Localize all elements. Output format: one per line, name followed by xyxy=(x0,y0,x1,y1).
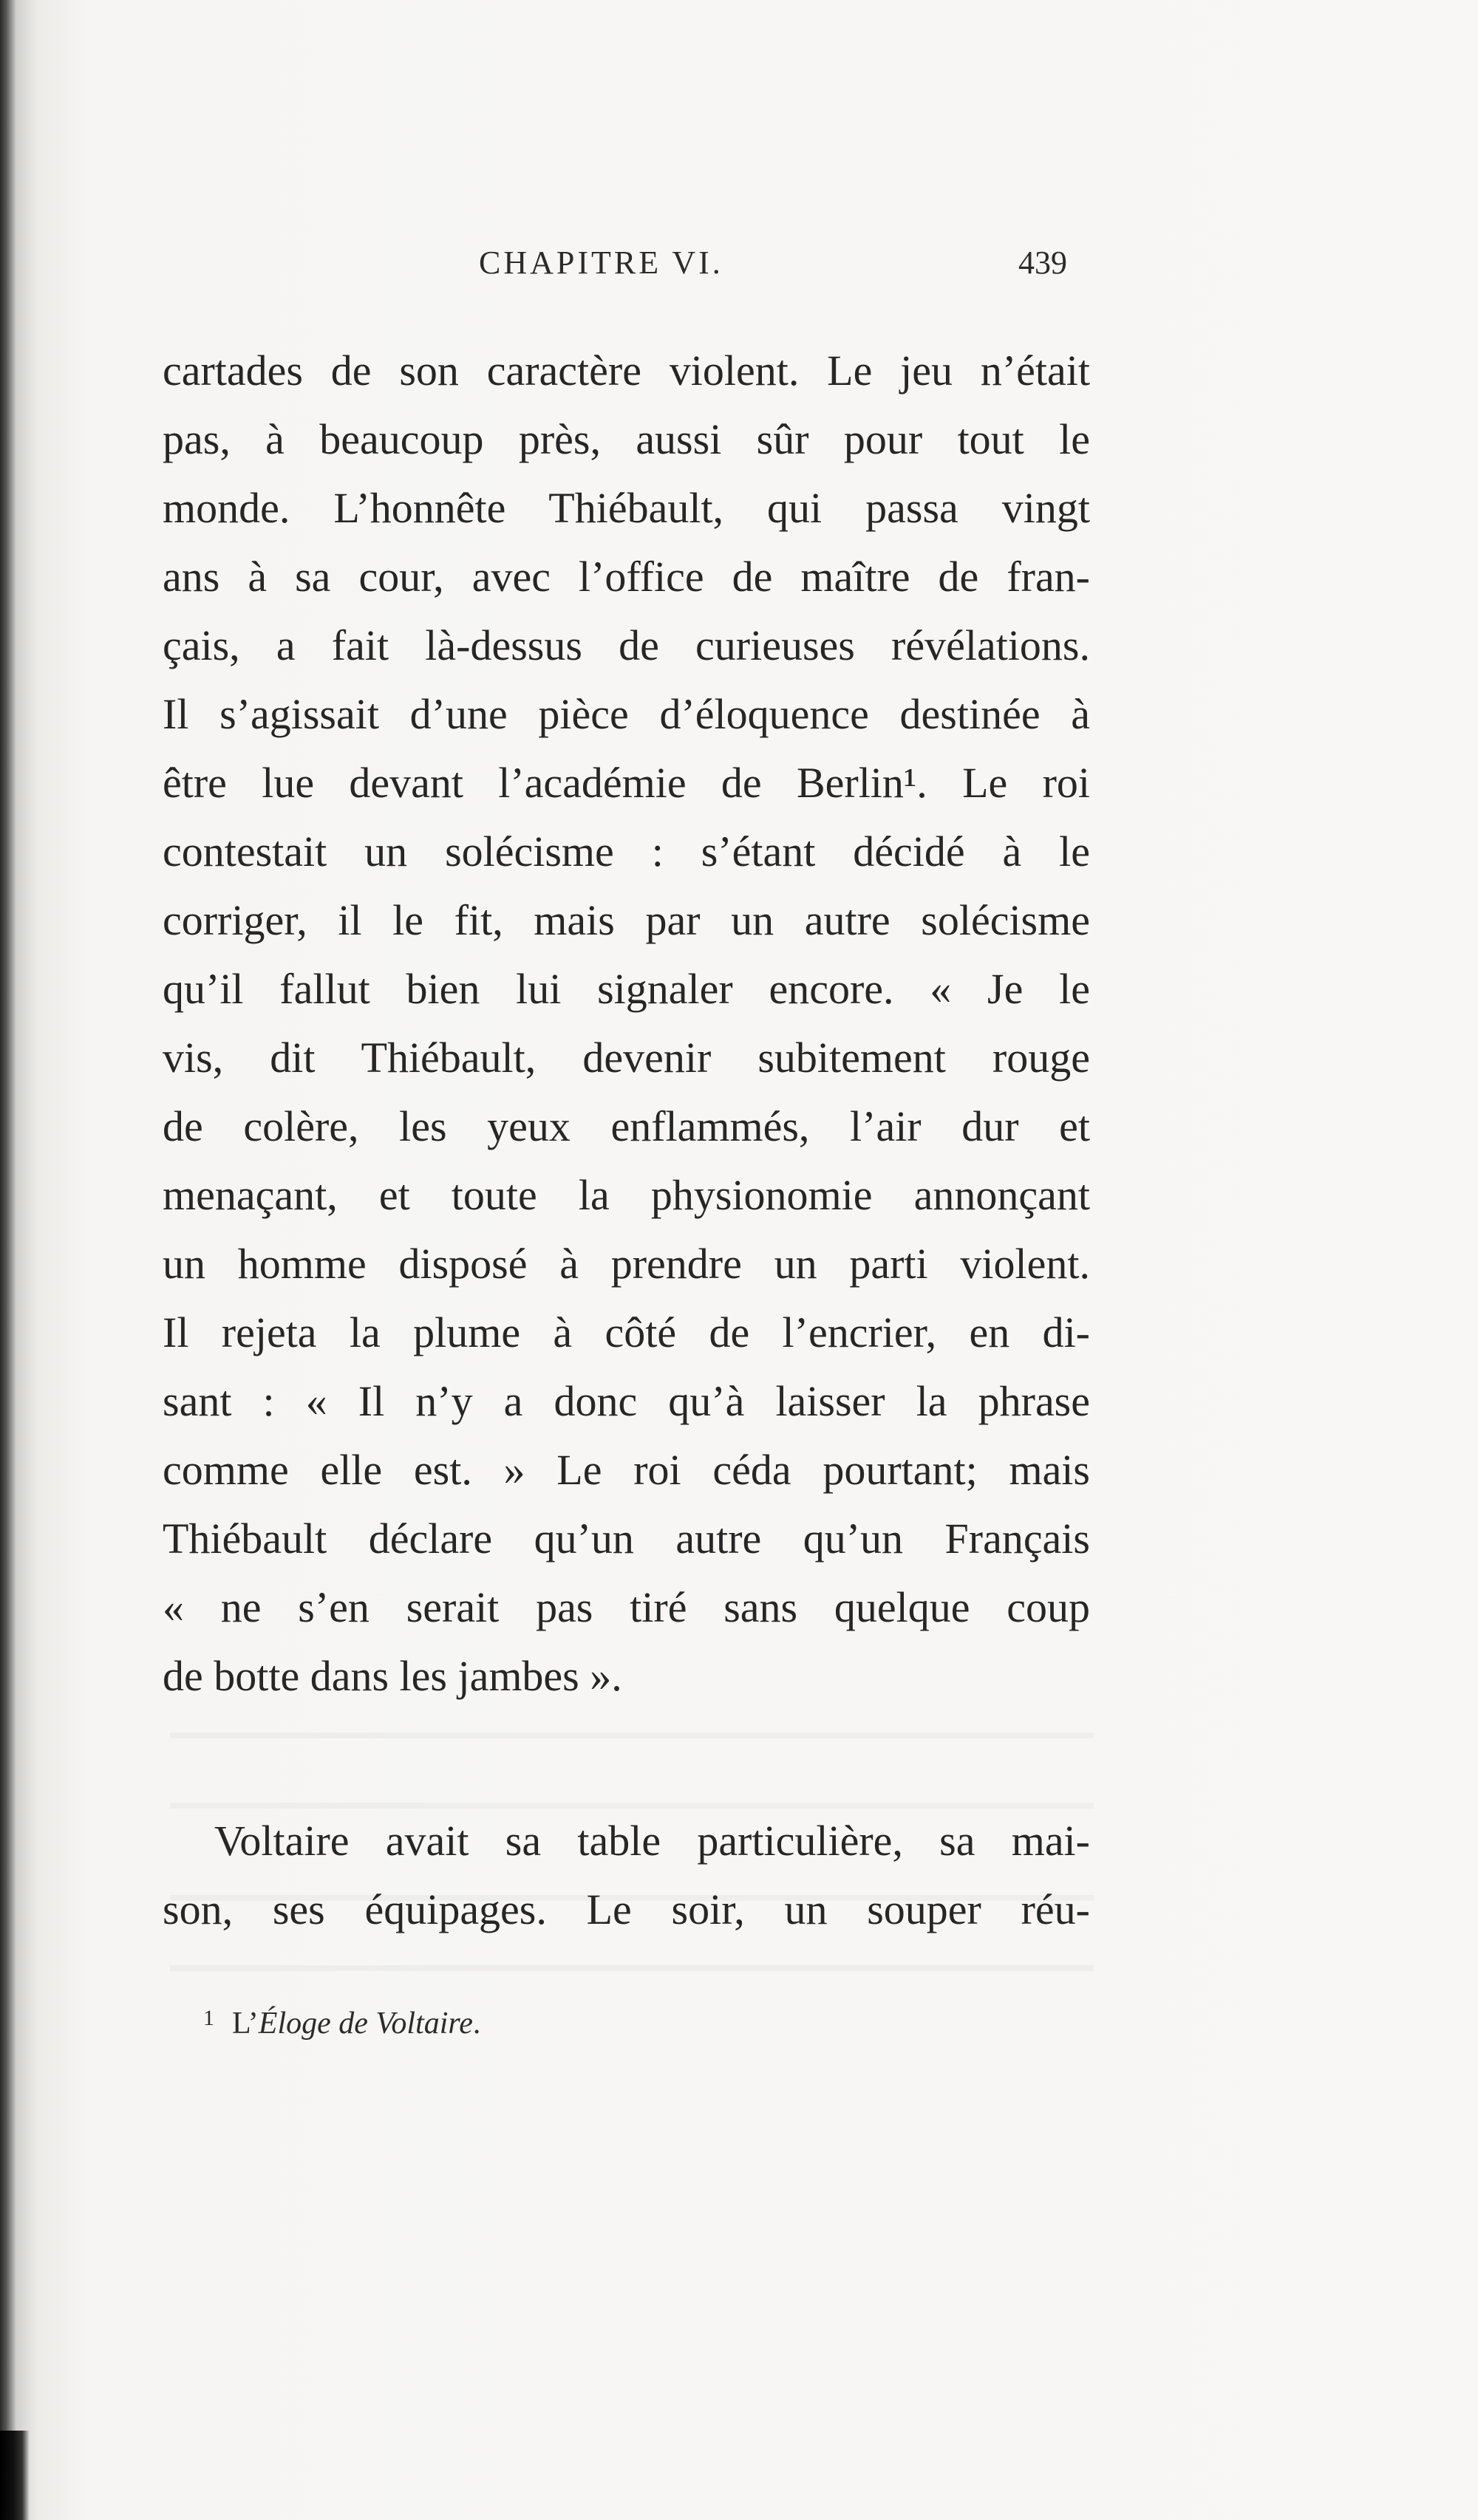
text-line: çais, a fait là-dessus de curieuses révélations. xyxy=(163,621,1090,669)
footnote-title: Éloge de Voltaire xyxy=(258,2007,473,2041)
text-line: comme elle est. » Le roi céda pourtant; mais xyxy=(163,1446,1090,1494)
book-spine-shadow xyxy=(0,2431,30,2520)
text-line: de colère, les yeux enflammés, l’air dur et xyxy=(163,1102,1090,1150)
text-line: son, ses équipages. Le soir, un souper réu- xyxy=(163,1885,1090,1933)
text-line: monde. L’honnête Thiébault, qui passa vingt xyxy=(163,484,1090,532)
text-line: sant : « Il n’y a donc qu’à laisser la phrase xyxy=(163,1377,1090,1425)
footnote xyxy=(203,2006,480,2041)
paragraph-gap xyxy=(163,1710,1090,1806)
text-line: Thiébault déclare qu’un autre qu’un Français xyxy=(163,1515,1090,1563)
text-line: ans à sa cour, avec l’office de maître de fran- xyxy=(163,553,1090,601)
footnote-mark: 1 xyxy=(203,2006,214,2030)
text-line: qu’il fallut bien lui signaler encore. « Je le xyxy=(163,965,1090,1013)
text-line: Il rejeta la plume à côté de l’encrier, en di- xyxy=(163,1308,1090,1356)
text-line: menaçant, et toute la physionomie annonçant xyxy=(163,1171,1090,1219)
body-text xyxy=(163,336,1090,1944)
text-line: Voltaire avait sa table particulière, sa mai- xyxy=(214,1817,1090,1865)
show-through-line xyxy=(170,1965,1094,1971)
text-line: pas, à beaucoup près, aussi sûr pour tout le xyxy=(163,415,1090,463)
text-line-last: de botte dans les jambes ». xyxy=(163,1652,622,1700)
text-line: corriger, il le fit, mais par un autre solécisme xyxy=(163,896,1090,944)
text-line: un homme disposé à prendre un parti violent. xyxy=(163,1240,1090,1288)
running-head: CHAPITRE VI. xyxy=(479,245,723,281)
text-line: Il s’agissait d’une pièce d’éloquence destinée à xyxy=(163,690,1090,738)
text-line: « ne s’en serait pas tiré sans quelque coup xyxy=(163,1583,1090,1631)
text-line: cartades de son caractère violent. Le jeu n’était xyxy=(163,346,1090,395)
footnote-prefix: L’ xyxy=(232,2007,259,2041)
page-number: 439 xyxy=(1018,245,1067,281)
text-line: vis, dit Thiébault, devenir subitement rouge xyxy=(163,1034,1090,1082)
text-line: contestait un solécisme : s’étant décidé à le xyxy=(163,827,1090,875)
footnote-suffix: . xyxy=(472,2007,481,2041)
text-line: être lue devant l’académie de Berlin¹. Le roi xyxy=(163,759,1090,807)
